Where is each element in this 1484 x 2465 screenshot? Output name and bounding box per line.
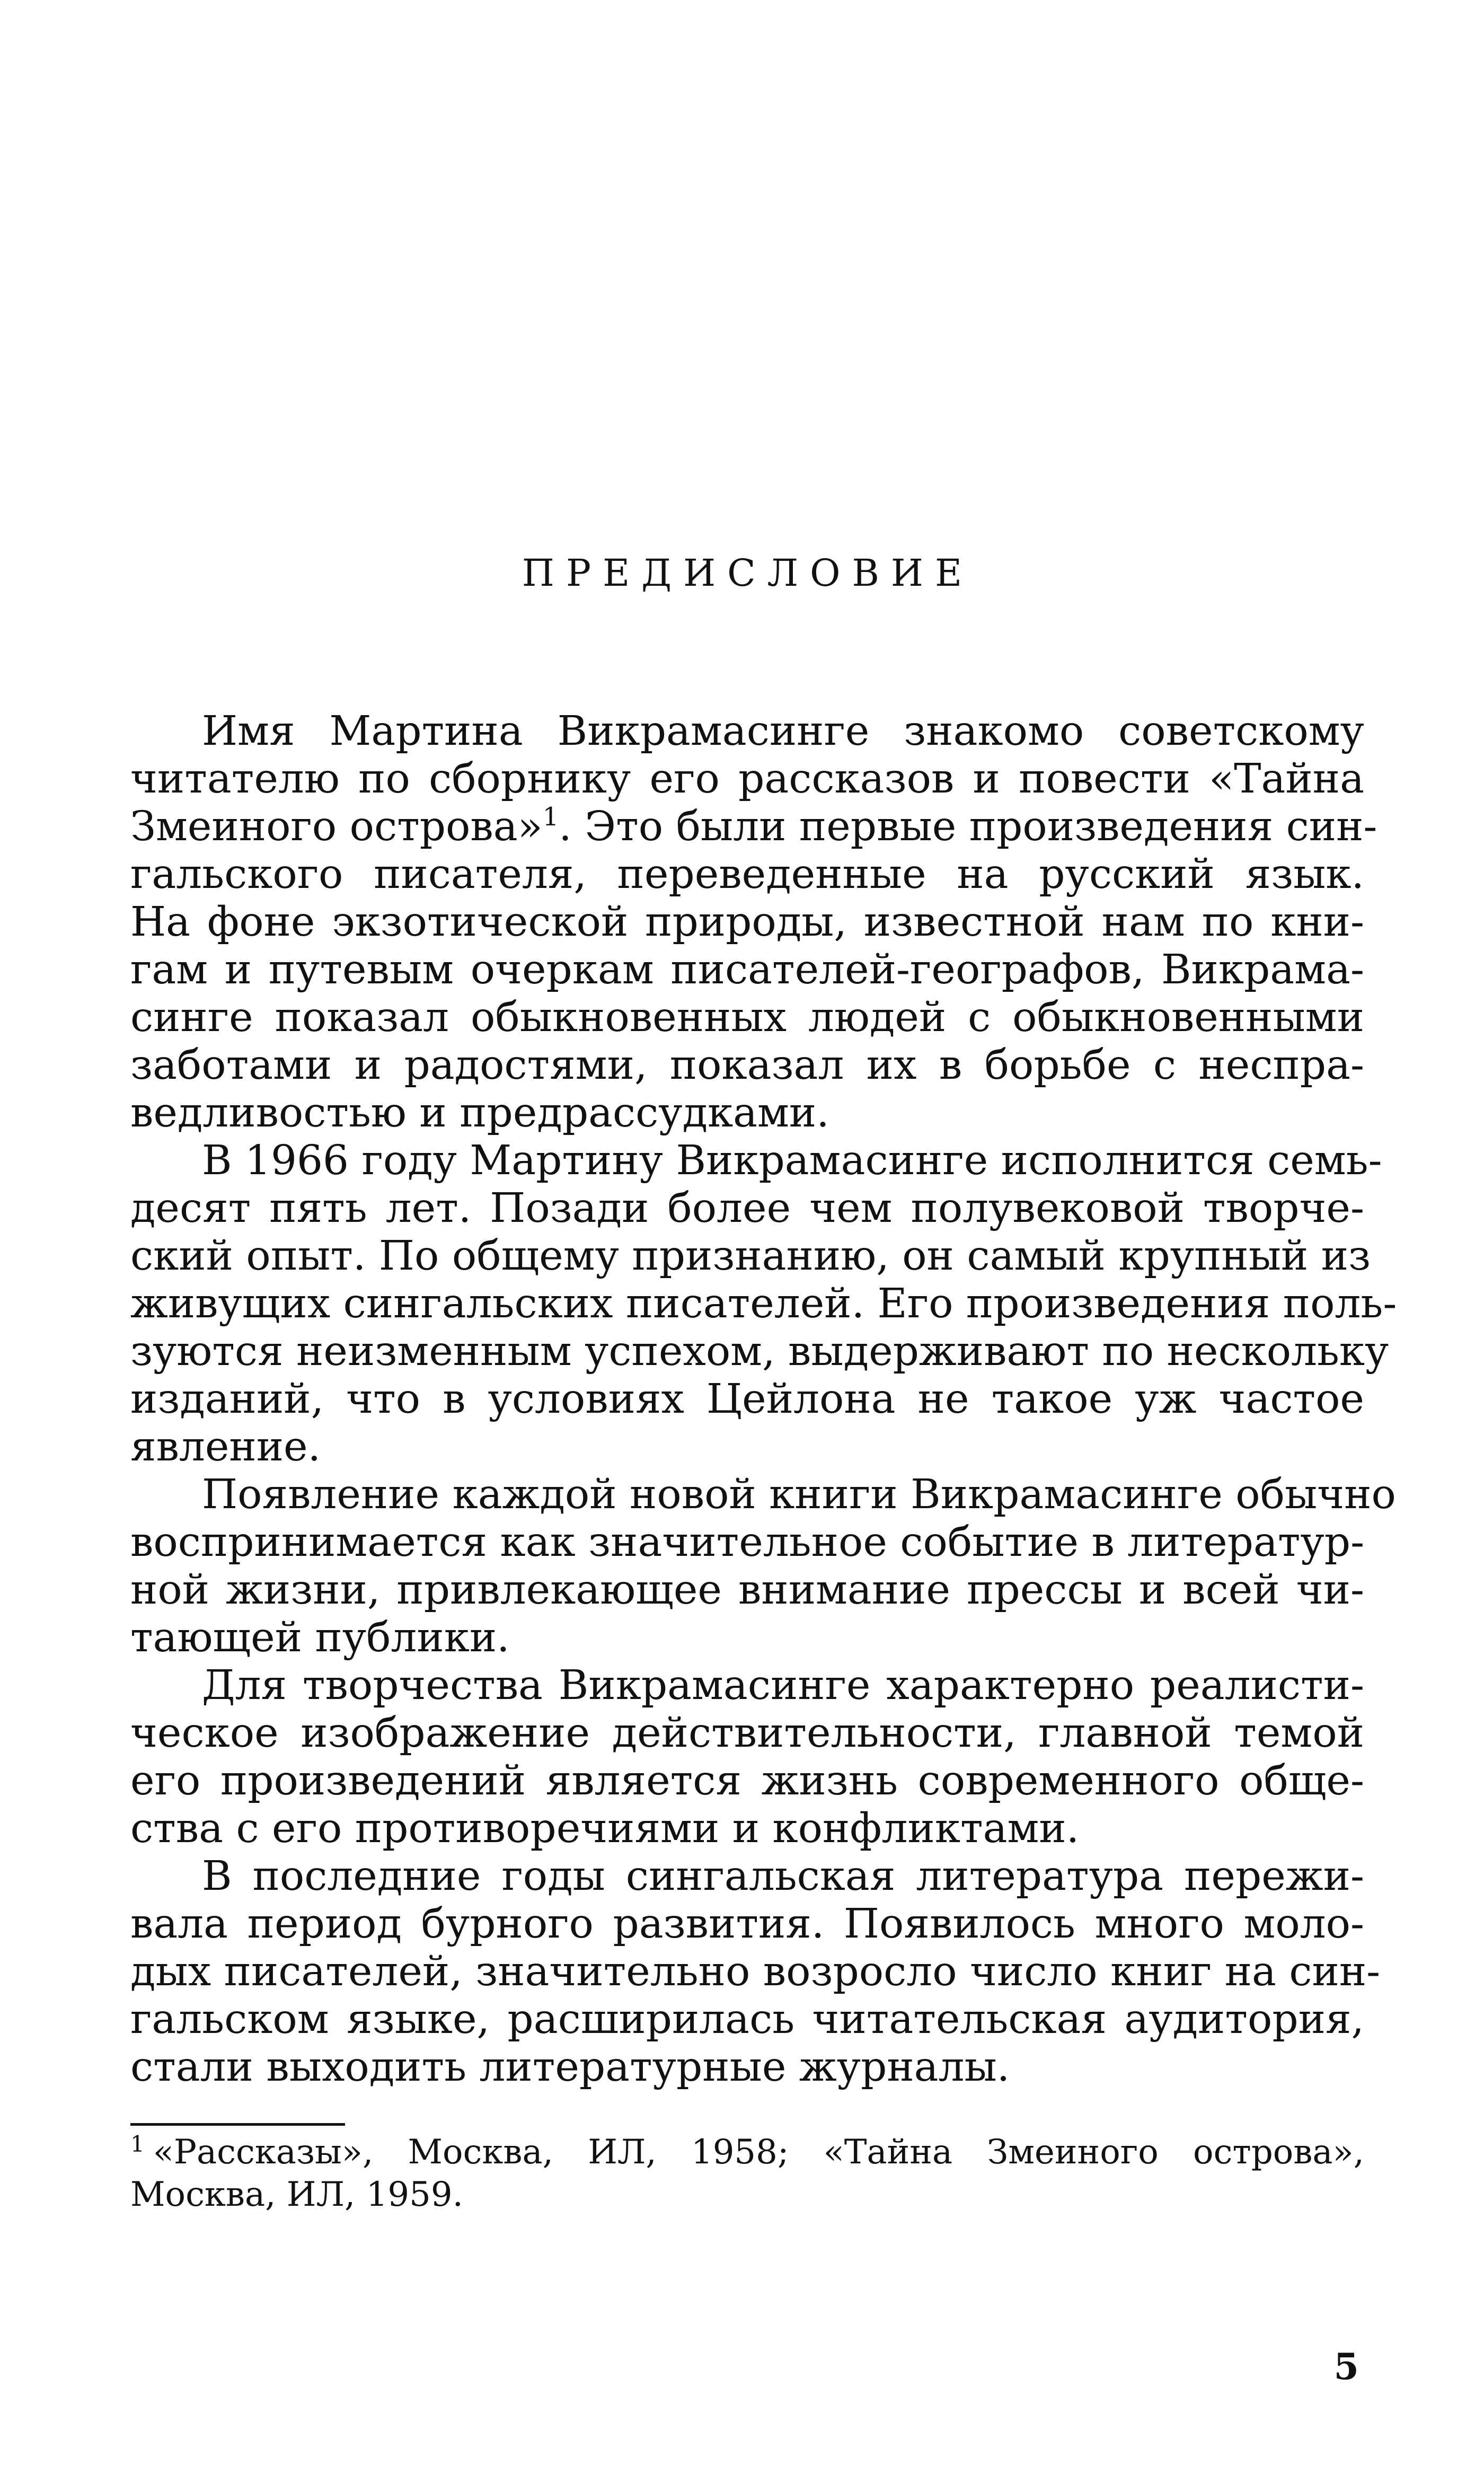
text-line: тающей публики. (130, 1614, 510, 1661)
text-line: В 1966 году Мартину Викрамасинге исполнится семь- (202, 1137, 1382, 1184)
text-line: ства с его противоречиями и конфликтами. (130, 1805, 1080, 1852)
text-line: ческое изображение действительности, главной темой (130, 1710, 1364, 1757)
text-line: десят пять лет. Позади более чем полувековой творче- (130, 1185, 1364, 1232)
text-line: вала период бурного развития. Появилось много моло- (130, 1900, 1364, 1948)
footnote-marker: 1 (130, 2131, 145, 2157)
footnote-line (130, 2131, 1364, 2173)
text-line (130, 802, 1377, 851)
text-line: ведливостью и предрассудками. (130, 1089, 829, 1137)
text-line: синге показал обыкновенных людей с обыкновенными (130, 994, 1364, 1041)
paragraph-4 (130, 1662, 1364, 1853)
text-line: Для творчества Викрамасинге характерно реалисти- (202, 1662, 1364, 1709)
text-line: стали выходить литературные журналы. (130, 2044, 1010, 2091)
text-line: гам и путевым очеркам писателей-географов, Викрама- (130, 946, 1364, 993)
text-line: его произведений является жизнь современного обще- (130, 1757, 1364, 1804)
text-fragment: . Это были первые произведения син- (559, 803, 1377, 850)
text-line: На фоне экзотической природы, известной нам по кни- (130, 899, 1364, 946)
body-text (130, 708, 1397, 2091)
text-line: читателю по сборнику его рассказов и повести «Тайна (130, 755, 1364, 803)
text-line: заботами и радостями, показал их в борьбе с неспра- (130, 1042, 1364, 1089)
page-title: ПРЕДИСЛОВИЕ (522, 551, 974, 595)
text-line: гальского писателя, переведенные на русский язык. (130, 851, 1364, 898)
text-line: дых писателей, значительно возросло число книг на син- (130, 1948, 1381, 1995)
footnote-divider (130, 2123, 345, 2126)
footnote-content (130, 2133, 1364, 2172)
text-line: воспринимается как значительное событие в литератур- (130, 1519, 1365, 1566)
text-fragment: Змеиного острова» (130, 803, 543, 850)
text-line: живущих сингальских писателей. Его произведения поль- (130, 1280, 1397, 1327)
paragraph-1 (130, 708, 1377, 1137)
text-line: Имя Мартина Викрамасинге знакомо советскому (202, 708, 1364, 755)
text-line: В последние годы сингальская литература пережи- (202, 1853, 1364, 1900)
text-line: Появление каждой новой книги Викрамасинге обычно (202, 1471, 1396, 1518)
text-line: гальском языке, расширилась читательская аудитория, (130, 1996, 1364, 2043)
footnote (130, 2131, 1364, 2216)
text-line: явление. (130, 1423, 321, 1471)
paragraph-2 (130, 1137, 1397, 1471)
footnote-text: «Рассказы», Москва, ИЛ, 1958; «Тайна Змеиного острова», (153, 2133, 1364, 2172)
paragraph-5 (130, 1853, 1381, 2091)
footnote-reference: 1 (542, 802, 559, 832)
text-line: изданий, что в условиях Цейлона не такое уж частое (130, 1376, 1364, 1423)
text-line: зуются неизменным успехом, выдерживают по нескольку (130, 1328, 1389, 1375)
paragraph-3 (130, 1471, 1396, 1662)
text-line: ной жизни, привлекающее внимание прессы и всей чи- (130, 1566, 1364, 1614)
footnote-line: Москва, ИЛ, 1959. (130, 2175, 463, 2214)
text-line: ский опыт. По общему признанию, он самый крупный из (130, 1232, 1371, 1280)
page-number: 5 (1333, 2346, 1359, 2388)
